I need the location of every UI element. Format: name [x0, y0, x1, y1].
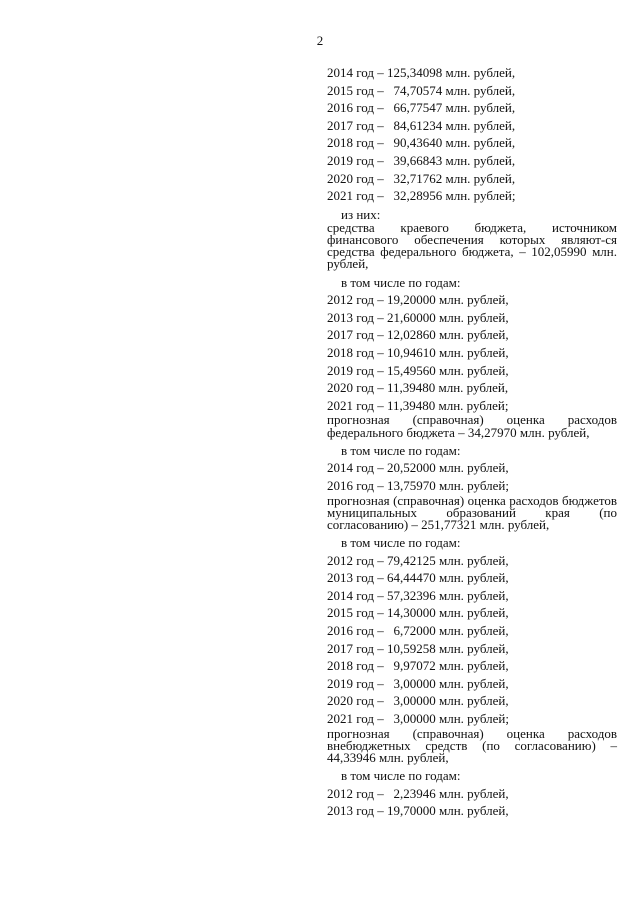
- year-line: 2015 год – 14,30000 млн. рублей,: [327, 605, 509, 621]
- year-line: 2018 год – 90,43640 млн. рублей,: [327, 135, 516, 151]
- year-line: 2013 год – 64,44470 млн. рублей,: [327, 570, 509, 586]
- year-line: 2020 год – 32,71762 млн. рублей,: [327, 170, 516, 186]
- year-line: 2017 год – 12,02860 млн. рублей,: [327, 327, 509, 343]
- year-list-federal: [327, 459, 617, 494]
- paragraph-extrabudgetary: прогнозная (справочная) оценка расходов внебюджетных средств (по согласованию) – 44,33946 млн. рублей,: [327, 725, 617, 766]
- year-list-total: [327, 64, 617, 205]
- page-number: 2: [316, 33, 324, 48]
- year-line: 2014 год – 125,34098 млн. рублей,: [327, 65, 516, 80]
- year-line: 2021 год – 3,00000 млн. рублей;: [327, 711, 509, 727]
- year-line: 2012 год – 79,42125 млн. рублей,: [327, 552, 509, 568]
- document-body: [327, 64, 617, 820]
- year-line: 2016 год – 13,75970 млн. рублей;: [327, 477, 509, 493]
- year-line: 2020 год – 3,00000 млн. рублей,: [327, 693, 509, 709]
- year-line: 2012 год – 19,20000 млн. рублей,: [327, 292, 509, 308]
- year-line: 2017 год – 84,61234 млн. рублей,: [327, 117, 516, 133]
- year-line: 2013 год – 21,60000 млн. рублей,: [327, 309, 509, 325]
- year-line: 2012 год – 2,23946 млн. рублей,: [327, 785, 509, 801]
- subheading-by-years: в том числе по годам:: [341, 442, 461, 458]
- year-line: 2016 год – 6,72000 млн. рублей,: [327, 623, 509, 639]
- year-line: 2019 год – 15,49560 млн. рублей,: [327, 362, 509, 378]
- year-line: 2014 год – 57,32396 млн. рублей,: [327, 587, 509, 603]
- year-line: 2015 год – 74,70574 млн. рублей,: [327, 82, 516, 98]
- year-line: 2014 год – 20,52000 млн. рублей,: [327, 460, 509, 476]
- year-line: 2021 год – 32,28956 млн. рублей;: [327, 188, 516, 204]
- subheading-by-years: в том числе по годам:: [341, 535, 461, 551]
- year-line: 2021 год – 11,39480 млн. рублей;: [327, 397, 509, 413]
- year-list-municipal: [327, 552, 617, 728]
- year-line: 2017 год – 10,59258 млн. рублей,: [327, 640, 509, 656]
- year-line: 2019 год – 39,66843 млн. рублей,: [327, 152, 516, 168]
- paragraph-regional-federal: средства краевого бюджета, источником финансового обеспечения которых являют-ся средства федерального бюджета, – 102,05990 млн. рублей,: [327, 219, 617, 272]
- year-line: 2013 год – 19,70000 млн. рублей,: [327, 803, 509, 819]
- paragraph-federal-budget: прогнозная (справочная) оценка расходов федерального бюджета – 34,27970 млн. рублей,: [327, 412, 617, 440]
- year-list-regional-federal: [327, 291, 617, 414]
- year-line: 2016 год – 66,77547 млн. рублей,: [327, 100, 516, 116]
- subheading-by-years: в том числе по годам:: [341, 768, 461, 784]
- year-line: 2018 год – 9,97072 млн. рублей,: [327, 658, 509, 674]
- paragraph-municipal-budget: прогнозная (справочная) оценка расходов бюджетов муниципальных образований края (по согласованию) – 251,77321 млн. рублей,: [327, 492, 617, 532]
- subheading-iz-nih: из них:: [341, 206, 381, 222]
- subheading-by-years: в том числе по годам:: [341, 274, 461, 290]
- year-line: 2018 год – 10,94610 млн. рублей,: [327, 344, 509, 360]
- year-list-extrabudgetary: [327, 785, 617, 820]
- year-line: 2019 год – 3,00000 млн. рублей,: [327, 675, 509, 691]
- year-line: 2020 год – 11,39480 млн. рублей,: [327, 380, 509, 396]
